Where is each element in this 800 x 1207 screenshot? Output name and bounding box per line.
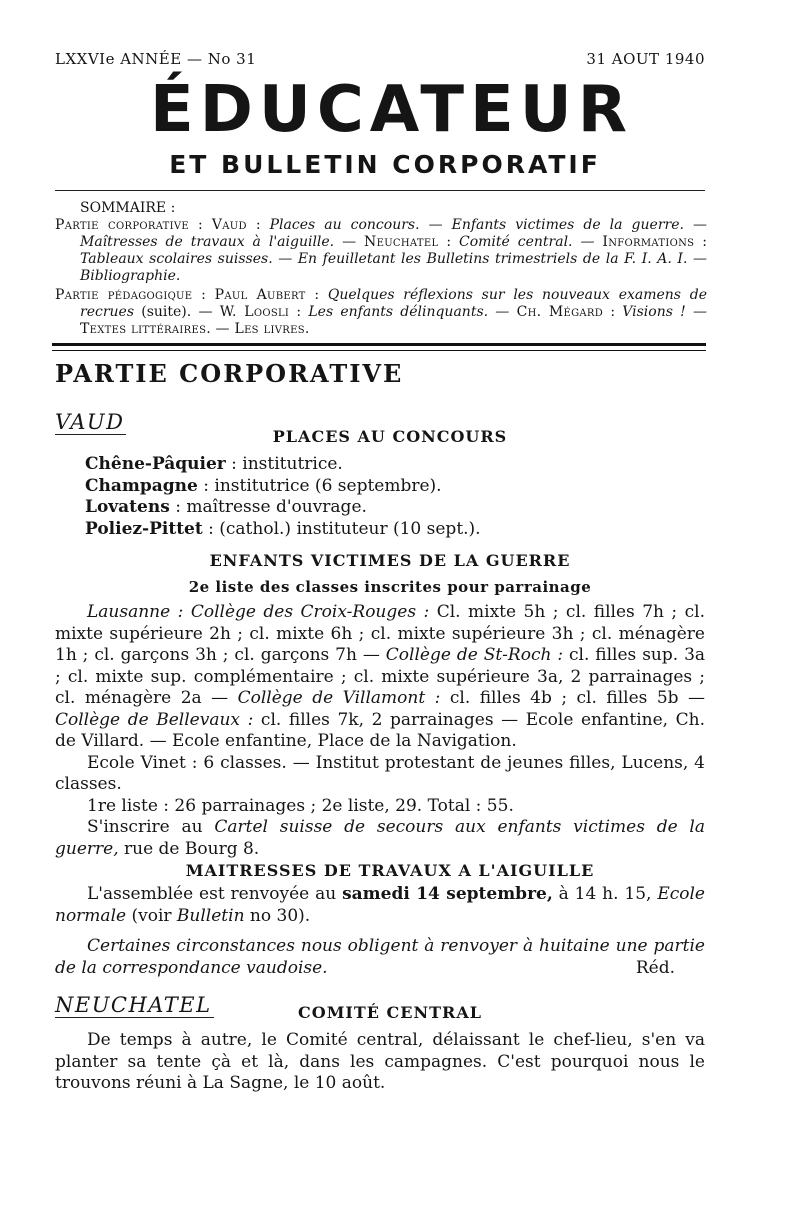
- places-list: [85, 454, 685, 540]
- publication-title: ÉDUCATEUR: [150, 73, 633, 147]
- masthead-line: [55, 50, 705, 68]
- sommaire-heading: SOMMAIRE :: [80, 200, 176, 216]
- issue-date: 31 AOUT 1940: [586, 50, 705, 68]
- header-rule: [55, 190, 705, 191]
- heading-maitresses: MAITRESSES DE TRAVAUX A L'AIGUILLE: [185, 861, 595, 880]
- section-double-rule: [52, 343, 706, 351]
- list-item: Lovatens : maîtresse d'ouvrage.: [85, 497, 367, 517]
- maitresses-body: [55, 884, 705, 979]
- note-signature: Réd.: [635, 957, 675, 978]
- editor-note: Certaines circonstances nous obligent à renvoyer à huitaine une partie de la correspondance vaudoise. Réd.: [55, 936, 705, 978]
- list-item: Champagne : institutrice (6 septembre).: [85, 475, 442, 496]
- region-vaud: VAUD: [55, 410, 125, 434]
- publication-subtitle: ET BULLETIN CORPORATIF: [169, 150, 601, 179]
- section-title: PARTIE CORPORATIVE: [55, 359, 404, 388]
- region-neuchatel: NEUCHATEL: [55, 993, 212, 1017]
- sommaire-corporative: Partie corporative : Vaud : Places au concours. — Enfants victimes de la guerre. — Maîtresses de travaux à l'aiguille. — Neuchatel : Comité central. — Informations : Tableaux scolaires suisses. — En feuilletant les Bulletins trimestriels de la F. I. A. I. — Bibliographie.: [55, 217, 707, 284]
- paragraph: S'inscrire au Cartel suisse de secours aux enfants victimes de la guerre, rue de Bourg 8.: [55, 817, 706, 859]
- list-item: Chêne-Pâquier : institutrice.: [85, 454, 343, 474]
- paragraph: L'assemblée est renvoyée au samedi 14 septembre, à 14 h. 15, Ecole normale (voir Bulletin no 30).: [55, 884, 705, 926]
- paragraph: De temps à autre, le Comité central, délaissant le chef-lieu, s'en va planter sa tente çà et là, dans les campagnes. C'est pourquoi nous le trouvons réuni à La Sagne, le 10 août.: [55, 1030, 705, 1093]
- list-item: Poliez-Pittet : (cathol.) instituteur (10 sept.).: [85, 518, 481, 539]
- paragraph: 1re liste : 26 parrainages ; 2e liste, 29. Total : 55.: [87, 795, 514, 816]
- table-of-contents: [55, 200, 707, 338]
- paragraph: Ecole Vinet : 6 classes. — Institut protestant de jeunes filles, Lucens, 4 classes.: [55, 752, 705, 794]
- sommaire-pedagogique: Partie pédagogique : Paul Aubert : Quelques réflexions sur les nouveaux examens de recrues (suite). — W. Loosli : Les enfants délinquants. — Ch. Mégard : Visions ! — Textes littéraires. — Les livres.: [55, 287, 707, 337]
- paragraph: Lausanne : Collège des Croix-Rouges : Cl. mixte 5h ; cl. filles 7h ; cl. mixte supérieure 2h ; cl. mixte 6h ; cl. mixte supérieure 3h ; cl. ménagère 1h ; cl. garçons 3h ; cl. garçons 7h — Collège de St-Roch : cl. filles sup. 3a ; cl. mixte sup. complémentaire ; cl. mixte supérieure 3a, 2 parrainages ; cl. ménagère 2a — Collège de Villamont : cl. filles 4b ; cl. filles 5b — Collège de Bellevaux : cl. filles 7k, 2 parrainages — Ecole enfantine, Ch. de Villard. — Ecole enfantine, Place de la Navigation.: [55, 602, 706, 751]
- issue-number: LXXVIe ANNÉE — No 31: [55, 50, 257, 68]
- heading-enfants-victimes: ENFANTS VICTIMES DE LA GUERRE: [209, 551, 571, 570]
- enfants-body: [55, 602, 705, 860]
- heading-places-concours: PLACES AU CONCOURS: [272, 427, 508, 446]
- heading-comite-central: COMITÉ CENTRAL: [298, 1003, 482, 1022]
- subheading-liste: 2e liste des classes inscrites pour parrainage: [188, 578, 592, 596]
- neuchatel-body: [55, 1030, 705, 1095]
